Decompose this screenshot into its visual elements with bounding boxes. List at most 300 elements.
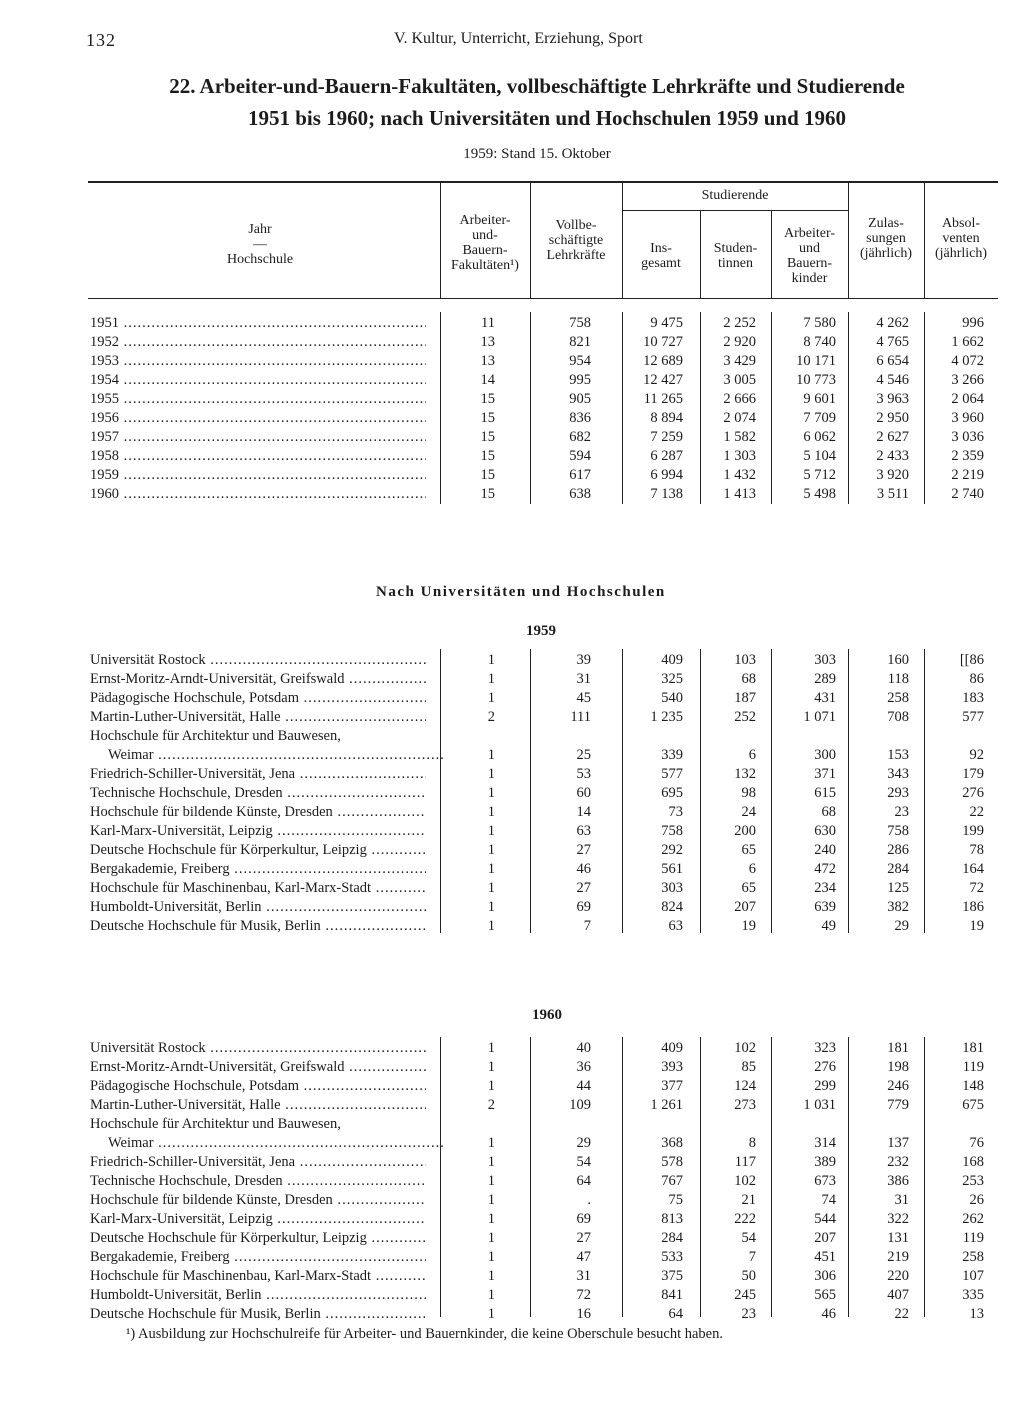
table-cell: 137 xyxy=(887,1135,909,1151)
studierende-rule xyxy=(622,210,848,211)
table-cell: 252 xyxy=(734,709,756,725)
table-cell: 8 894 xyxy=(650,410,683,426)
table-cell: 368 xyxy=(661,1135,683,1151)
table-cell: 1 xyxy=(487,1192,495,1208)
row-label: Hochschule für Maschinenbau, Karl-Marx-Stadt ..... xyxy=(90,1267,426,1286)
table-cell: 16 xyxy=(576,1306,591,1322)
table-cell: 69 xyxy=(576,1211,591,1227)
table-cell: 232 xyxy=(887,1154,909,1170)
table-cell: 75 xyxy=(668,1192,683,1208)
table-cell: 12 689 xyxy=(643,353,683,369)
table-row xyxy=(86,428,1006,447)
table-cell: 3 429 xyxy=(723,353,756,369)
row-label: 1956 ..... xyxy=(90,409,426,428)
table-cell: 6 xyxy=(748,747,756,763)
table-row xyxy=(86,784,1006,803)
table-cell: 4 546 xyxy=(876,372,909,388)
header-lehrkraefte: Vollbe- schäftigte Lehrkräfte xyxy=(546,218,606,263)
table-cell: 125 xyxy=(887,880,909,896)
table-cell: 300 xyxy=(814,747,836,763)
row-label: Martin-Luther-Universität, Halle ..... xyxy=(90,1096,426,1115)
table-cell: 325 xyxy=(661,671,683,687)
table-cell: 565 xyxy=(814,1287,836,1303)
row-label: Humboldt-Universität, Berlin ..... xyxy=(90,898,426,917)
table-cell: 117 xyxy=(734,1154,756,1170)
table-row xyxy=(86,1096,1006,1115)
table-cell: 102 xyxy=(734,1040,756,1056)
table-cell: 323 xyxy=(814,1040,836,1056)
table-cell: 68 xyxy=(741,671,756,687)
header-top-rule xyxy=(88,181,998,183)
table-cell: 9 475 xyxy=(650,315,683,331)
table-cell: 65 xyxy=(741,842,756,858)
table-cell: 1 xyxy=(487,899,495,915)
table-cell: 7 xyxy=(748,1249,756,1265)
table-cell: 46 xyxy=(821,1306,836,1322)
table-cell: 533 xyxy=(661,1249,683,1265)
table-cell: 824 xyxy=(661,899,683,915)
table-cell: 2 740 xyxy=(951,486,984,502)
table-cell: 758 xyxy=(887,823,909,839)
row-label: Deutsche Hochschule für Musik, Berlin ..... xyxy=(90,917,426,936)
table-cell: 26 xyxy=(969,1192,984,1208)
row-label: Deutsche Hochschule für Körperkultur, Leipzig ..... xyxy=(90,1229,426,1248)
header-row-label: Jahr — Hochschule xyxy=(226,222,294,267)
table-cell: 708 xyxy=(887,709,909,725)
table-cell: 451 xyxy=(814,1249,836,1265)
table-cell: 276 xyxy=(962,785,984,801)
table-cell: 39 xyxy=(576,652,591,668)
table-cell: 78 xyxy=(969,842,984,858)
table-cell: 119 xyxy=(962,1230,984,1246)
table-cell: 168 xyxy=(962,1154,984,1170)
row-label: 1955 ..... xyxy=(90,390,426,409)
table-cell: 3 511 xyxy=(876,486,909,502)
table-cell: 1 xyxy=(487,1306,495,1322)
table-cell: 382 xyxy=(887,899,909,915)
table-cell: 2 xyxy=(487,1097,495,1113)
table-cell: 409 xyxy=(661,1040,683,1056)
table-cell: 996 xyxy=(962,315,984,331)
table-cell: 44 xyxy=(576,1078,591,1094)
table-cell: 63 xyxy=(576,823,591,839)
table-cell: 343 xyxy=(887,766,909,782)
table-cell: 6 994 xyxy=(650,467,683,483)
table-cell: 1 xyxy=(487,785,495,801)
table-cell: 45 xyxy=(576,690,591,706)
table-cell: 431 xyxy=(814,690,836,706)
table-title xyxy=(0,70,1024,134)
table-cell: 389 xyxy=(814,1154,836,1170)
table-row xyxy=(86,1210,1006,1229)
table-row xyxy=(86,466,1006,485)
table-cell: 103 xyxy=(734,652,756,668)
table-row xyxy=(86,670,1006,689)
table-subtitle: 1959: Stand 15. Oktober xyxy=(463,146,611,162)
table-cell: 409 xyxy=(661,652,683,668)
table-cell: 111 xyxy=(570,709,591,725)
table-cell: 31 xyxy=(576,671,591,687)
table-row xyxy=(86,333,1006,352)
table-cell: 40 xyxy=(576,1040,591,1056)
table-cell: 639 xyxy=(814,899,836,915)
row-label: 1957 ..... xyxy=(90,428,426,447)
table-cell: 262 xyxy=(962,1211,984,1227)
table-cell: 1 xyxy=(487,671,495,687)
table-cell: 50 xyxy=(741,1268,756,1284)
table-cell: 187 xyxy=(734,690,756,706)
table-row xyxy=(86,390,1006,409)
table-cell: [[86 xyxy=(959,652,984,668)
row-label: Hochschule für bildende Künste, Dresden ..... xyxy=(90,1191,426,1210)
table-cell: 10 171 xyxy=(796,353,836,369)
table-cell: 7 xyxy=(583,918,591,934)
row-label: Bergakademie, Freiberg ..... xyxy=(90,860,426,879)
table-cell: 578 xyxy=(661,1154,683,1170)
table-cell: 207 xyxy=(814,1230,836,1246)
table-cell: 148 xyxy=(962,1078,984,1094)
table-cell: 1 xyxy=(487,1249,495,1265)
table-cell: 335 xyxy=(962,1287,984,1303)
row-label: 1951 ..... xyxy=(90,314,426,333)
table-cell: 219 xyxy=(887,1249,909,1265)
table-cell: 14 xyxy=(480,372,495,388)
footnote: ¹) Ausbildung zur Hochschulreife für Arbeiter- und Bauernkinder, die keine Oberschule besucht haben. xyxy=(126,1326,723,1342)
table-cell: 682 xyxy=(569,429,591,445)
table-cell: 779 xyxy=(887,1097,909,1113)
table-cell: 2 252 xyxy=(723,315,756,331)
table-cell: 1 xyxy=(487,1287,495,1303)
table-cell: 393 xyxy=(661,1059,683,1075)
table-cell: 65 xyxy=(741,880,756,896)
row-label: 1953 ..... xyxy=(90,352,426,371)
header-studierende: Studierende xyxy=(701,188,769,203)
row-label: Technische Hochschule, Dresden ..... xyxy=(90,784,426,803)
table-cell: 15 xyxy=(480,429,495,445)
table-cell: 4 262 xyxy=(876,315,909,331)
table-cell: 19 xyxy=(969,918,984,934)
header-zulassungen: Zulas- sungen (jährlich) xyxy=(859,216,913,261)
table-cell: 92 xyxy=(969,747,984,763)
table-cell: 375 xyxy=(661,1268,683,1284)
row-label: Universität Rostock ..... xyxy=(90,651,426,670)
table-cell: 2 666 xyxy=(723,391,756,407)
table-row xyxy=(86,841,1006,860)
table-row xyxy=(86,352,1006,371)
table-cell: 47 xyxy=(576,1249,591,1265)
table-cell: 7 138 xyxy=(650,486,683,502)
table-cell: 758 xyxy=(569,315,591,331)
table-cell: 1 xyxy=(487,747,495,763)
table-cell: 314 xyxy=(814,1135,836,1151)
table-cell: 1 xyxy=(487,690,495,706)
row-label: 1954 ..... xyxy=(90,371,426,390)
table-cell: 3 036 xyxy=(951,429,984,445)
table-cell: 199 xyxy=(962,823,984,839)
table-cell: 544 xyxy=(814,1211,836,1227)
table-row xyxy=(86,1267,1006,1286)
table-row xyxy=(86,409,1006,428)
table-cell: 371 xyxy=(814,766,836,782)
table-cell: 5 712 xyxy=(803,467,836,483)
table-row xyxy=(86,1134,1006,1153)
row-label: Bergakademie, Freiberg ..... xyxy=(90,1248,426,1267)
table-cell: 15 xyxy=(480,391,495,407)
table-cell: 695 xyxy=(661,785,683,801)
table-cell: 8 740 xyxy=(803,334,836,350)
table-cell: 1 xyxy=(487,918,495,934)
table-cell: 6 062 xyxy=(803,429,836,445)
row-label: Hochschule für Architektur und Bauwesen, xyxy=(90,728,341,744)
table-cell: 1 xyxy=(487,1211,495,1227)
table-cell: 258 xyxy=(962,1249,984,1265)
row-label: 1960 ..... xyxy=(90,485,426,504)
table-cell: 767 xyxy=(661,1173,683,1189)
table-cell: 284 xyxy=(887,861,909,877)
table-cell: 245 xyxy=(734,1287,756,1303)
table-cell: 758 xyxy=(661,823,683,839)
table-row xyxy=(86,708,1006,727)
table-row xyxy=(86,1305,1006,1324)
section-heading: Nach Universitäten und Hochschulen xyxy=(376,584,666,600)
table-row xyxy=(86,1286,1006,1305)
table-cell: 207 xyxy=(734,899,756,915)
table-cell: 3 920 xyxy=(876,467,909,483)
table-cell: 386 xyxy=(887,1173,909,1189)
table-cell: 7 709 xyxy=(803,410,836,426)
row-label: Deutsche Hochschule für Musik, Berlin ..... xyxy=(90,1305,426,1324)
table-cell: 246 xyxy=(887,1078,909,1094)
table-cell: 27 xyxy=(576,880,591,896)
table-cell: 1 xyxy=(487,1059,495,1075)
table-cell: 19 xyxy=(741,918,756,934)
table-row xyxy=(86,485,1006,504)
table-cell: 183 xyxy=(962,690,984,706)
table-cell: 813 xyxy=(661,1211,683,1227)
table-cell: 675 xyxy=(962,1097,984,1113)
table-cell: 322 xyxy=(887,1211,909,1227)
table-cell: 22 xyxy=(969,804,984,820)
table-cell: 303 xyxy=(814,652,836,668)
table-row xyxy=(86,371,1006,390)
table-row xyxy=(86,1039,1006,1058)
table-cell: 6 xyxy=(748,861,756,877)
table-cell: 10 773 xyxy=(796,372,836,388)
table-cell: 2 950 xyxy=(876,410,909,426)
row-label: Ernst-Moritz-Arndt-Universität, Greifswald ..... xyxy=(90,670,426,689)
table-cell: 85 xyxy=(741,1059,756,1075)
table-cell: 53 xyxy=(576,766,591,782)
table-cell: 407 xyxy=(887,1287,909,1303)
table-cell: 200 xyxy=(734,823,756,839)
table-cell: 118 xyxy=(887,671,909,687)
year-1959-heading: 1959 xyxy=(526,623,556,639)
table-row xyxy=(86,803,1006,822)
header-absolventen: Absol- venten (jährlich) xyxy=(934,216,988,261)
table-cell: 29 xyxy=(576,1135,591,1151)
row-label: Karl-Marx-Universität, Leipzig ..... xyxy=(90,822,426,841)
table-row xyxy=(86,822,1006,841)
table-cell: 1 xyxy=(487,880,495,896)
table-cell: 181 xyxy=(887,1040,909,1056)
table-cell: 276 xyxy=(814,1059,836,1075)
row-label: Humboldt-Universität, Berlin ..... xyxy=(90,1286,426,1305)
table-cell: 49 xyxy=(821,918,836,934)
title-line-2: 1951 bis 1960; nach Universitäten und Hochschulen 1959 und 1960 xyxy=(247,106,847,130)
table-cell: 3 266 xyxy=(951,372,984,388)
table-row xyxy=(86,1229,1006,1248)
table-cell: 1 xyxy=(487,1078,495,1094)
table-cell: 68 xyxy=(821,804,836,820)
table-cell: 15 xyxy=(480,410,495,426)
table-cell: 73 xyxy=(668,804,683,820)
row-label: Pädagogische Hochschule, Potsdam ..... xyxy=(90,1077,426,1096)
table-cell: 27 xyxy=(576,1230,591,1246)
table-cell: 98 xyxy=(741,785,756,801)
table-cell: 293 xyxy=(887,785,909,801)
table-row xyxy=(86,1153,1006,1172)
table-cell: 841 xyxy=(661,1287,683,1303)
table-cell: 8 xyxy=(748,1135,756,1151)
table-cell: 954 xyxy=(569,353,591,369)
table-cell: 306 xyxy=(814,1268,836,1284)
table-row xyxy=(86,879,1006,898)
table-cell: 12 427 xyxy=(643,372,683,388)
row-label: Martin-Luther-Universität, Halle ..... xyxy=(90,708,426,727)
table-cell: 234 xyxy=(814,880,836,896)
table-row xyxy=(86,727,1006,746)
row-label: Weimar ..... xyxy=(108,1134,444,1153)
table-cell: 617 xyxy=(569,467,591,483)
table-cell: 60 xyxy=(576,785,591,801)
table-cell: 1 xyxy=(487,823,495,839)
table-cell: . xyxy=(587,1192,591,1208)
row-label: Friedrich-Schiller-Universität, Jena ..... xyxy=(90,1153,426,1172)
table-row xyxy=(86,1172,1006,1191)
row-label: 1952 ..... xyxy=(90,333,426,352)
row-label: Hochschule für Architektur und Bauwesen, xyxy=(90,1116,341,1132)
table-cell: 36 xyxy=(576,1059,591,1075)
header-studentinnen: Studen- tinnen xyxy=(713,241,758,271)
row-label: Friedrich-Schiller-Universität, Jena ..... xyxy=(90,765,426,784)
table-cell: 4 765 xyxy=(876,334,909,350)
table-cell: 21 xyxy=(741,1192,756,1208)
table-cell: 1 xyxy=(487,861,495,877)
table-cell: 1 031 xyxy=(803,1097,836,1113)
table-cell: 1 413 xyxy=(723,486,756,502)
table-cell: 1 xyxy=(487,1040,495,1056)
table-cell: 160 xyxy=(887,652,909,668)
table-cell: 74 xyxy=(821,1192,836,1208)
table-cell: 594 xyxy=(569,448,591,464)
table-cell: 119 xyxy=(962,1059,984,1075)
table-cell: 5 104 xyxy=(803,448,836,464)
table-cell: 1 071 xyxy=(803,709,836,725)
table-cell: 1 432 xyxy=(723,467,756,483)
table-cell: 23 xyxy=(894,804,909,820)
row-label: Weimar ..... xyxy=(108,746,444,765)
table-cell: 905 xyxy=(569,391,591,407)
table-cell: 153 xyxy=(887,747,909,763)
table-cell: 132 xyxy=(734,766,756,782)
table-cell: 673 xyxy=(814,1173,836,1189)
table-cell: 6 654 xyxy=(876,353,909,369)
table-cell: 273 xyxy=(734,1097,756,1113)
table-cell: 164 xyxy=(962,861,984,877)
table-row xyxy=(86,447,1006,466)
table-cell: 72 xyxy=(576,1287,591,1303)
table-cell: 7 580 xyxy=(803,315,836,331)
table-cell: 107 xyxy=(962,1268,984,1284)
table-row xyxy=(86,917,1006,936)
table-cell: 179 xyxy=(962,766,984,782)
table-row xyxy=(86,689,1006,708)
table-row xyxy=(86,1115,1006,1134)
table-cell: 1 303 xyxy=(723,448,756,464)
table-cell: 4 072 xyxy=(951,353,984,369)
table-cell: 1 xyxy=(487,1268,495,1284)
table-cell: 5 498 xyxy=(803,486,836,502)
row-label: Universität Rostock ..... xyxy=(90,1039,426,1058)
table-cell: 14 xyxy=(576,804,591,820)
table-row xyxy=(86,746,1006,765)
row-label: Deutsche Hochschule für Körperkultur, Leipzig ..... xyxy=(90,841,426,860)
header-insgesamt: Ins- gesamt xyxy=(641,241,681,271)
header-bottom-rule xyxy=(88,298,998,299)
table-cell: 638 xyxy=(569,486,591,502)
table-cell: 2 359 xyxy=(951,448,984,464)
table-cell: 76 xyxy=(969,1135,984,1151)
table-cell: 1 xyxy=(487,1173,495,1189)
table-cell: 198 xyxy=(887,1059,909,1075)
table-cell: 3 963 xyxy=(876,391,909,407)
table-cell: 13 xyxy=(969,1306,984,1322)
table-cell: 23 xyxy=(741,1306,756,1322)
table-row xyxy=(86,1077,1006,1096)
table-cell: 24 xyxy=(741,804,756,820)
table-cell: 29 xyxy=(894,918,909,934)
table-cell: 821 xyxy=(569,334,591,350)
table-cell: 15 xyxy=(480,486,495,502)
table-cell: 222 xyxy=(734,1211,756,1227)
table-cell: 1 xyxy=(487,804,495,820)
table-cell: 54 xyxy=(576,1154,591,1170)
row-label: Technische Hochschule, Dresden ..... xyxy=(90,1172,426,1191)
table-cell: 630 xyxy=(814,823,836,839)
table-cell: 11 xyxy=(481,315,495,331)
table-cell: 289 xyxy=(814,671,836,687)
table-row xyxy=(86,1191,1006,1210)
table-cell: 258 xyxy=(887,690,909,706)
table-row xyxy=(86,898,1006,917)
table-cell: 303 xyxy=(661,880,683,896)
row-label: Ernst-Moritz-Arndt-Universität, Greifswald ..... xyxy=(90,1058,426,1077)
table-cell: 3 960 xyxy=(951,410,984,426)
table-cell: 561 xyxy=(661,861,683,877)
table-cell: 1 xyxy=(487,652,495,668)
table-cell: 2 920 xyxy=(723,334,756,350)
table-cell: 9 601 xyxy=(803,391,836,407)
table-cell: 2 219 xyxy=(951,467,984,483)
table-cell: 31 xyxy=(576,1268,591,1284)
table-cell: 31 xyxy=(894,1192,909,1208)
table-cell: 1 235 xyxy=(650,709,683,725)
table-cell: 253 xyxy=(962,1173,984,1189)
row-label: 1958 ..... xyxy=(90,447,426,466)
table-cell: 1 662 xyxy=(951,334,984,350)
table-cell: 124 xyxy=(734,1078,756,1094)
table-cell: 131 xyxy=(887,1230,909,1246)
